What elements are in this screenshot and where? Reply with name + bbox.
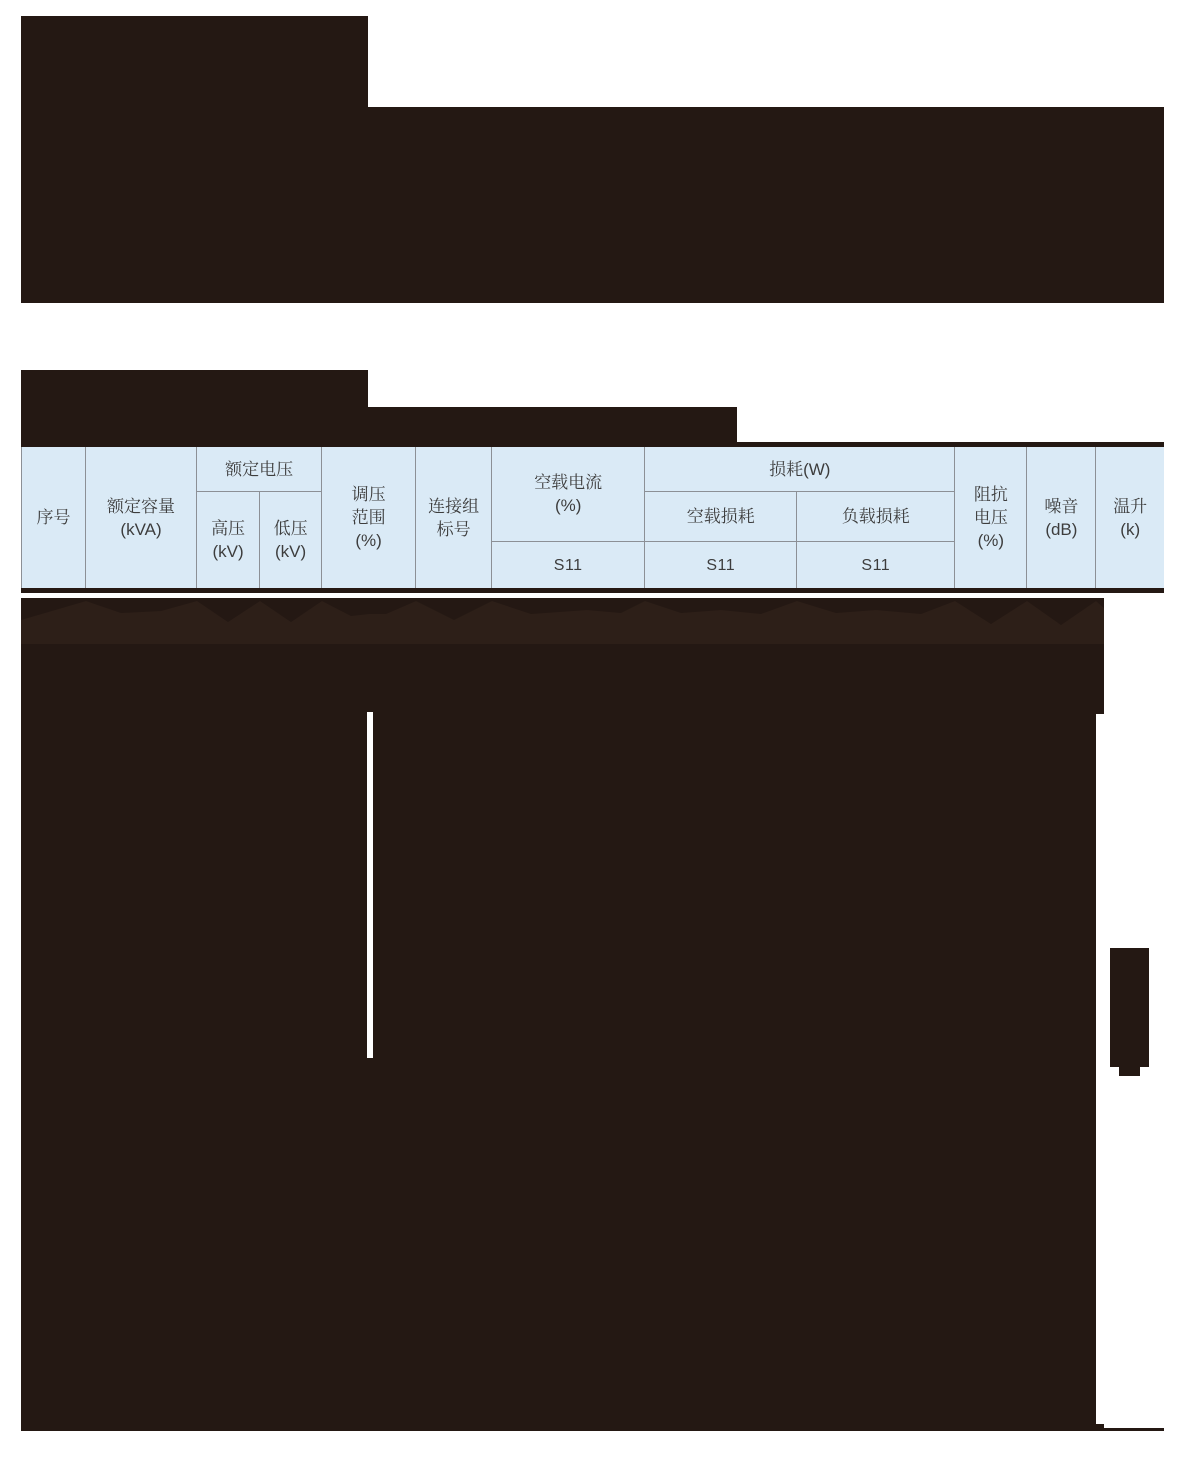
column-divider-gap bbox=[367, 712, 373, 1058]
redacted-section-subtitle bbox=[368, 407, 737, 444]
col-impedance-header: 阻抗 电压 (%) bbox=[955, 445, 1027, 591]
col-tap-range-header: 调压 范围 (%) bbox=[322, 445, 416, 591]
col-loss-group-header: 损耗(W) bbox=[645, 445, 955, 492]
cell-s11-noload-current: S11 bbox=[492, 542, 645, 591]
redacted-mark-right-foot bbox=[1119, 1067, 1140, 1076]
redacted-table-body-main bbox=[21, 714, 1096, 1431]
col-lv-header: 低压 (kV) bbox=[260, 492, 322, 591]
redacted-table-body-upper bbox=[21, 598, 1104, 714]
cell-s11-load-loss: S11 bbox=[797, 542, 955, 591]
col-hv-header: 高压 (kV) bbox=[197, 492, 260, 591]
spec-table bbox=[21, 442, 1164, 593]
bottom-rule-line bbox=[1104, 1428, 1164, 1431]
col-noise-header: 噪音 (dB) bbox=[1027, 445, 1096, 591]
col-load-loss-header: 负载损耗 bbox=[797, 492, 955, 542]
redacted-block-top-wide bbox=[21, 107, 1164, 303]
torn-edge-pattern bbox=[21, 598, 1104, 644]
col-rated-voltage-group-header: 额定电压 bbox=[197, 445, 322, 492]
col-seq-label: 序号 bbox=[36, 508, 71, 527]
col-seq-header bbox=[22, 445, 86, 591]
redacted-section-title bbox=[21, 370, 368, 444]
redacted-mark-right bbox=[1110, 948, 1149, 1067]
col-noload-current-header: 空载电流 (%) bbox=[492, 445, 645, 542]
col-vector-group-header: 连接组 标号 bbox=[416, 445, 492, 591]
cell-s11-noload-loss: S11 bbox=[645, 542, 797, 591]
col-capacity-header: 额定容量 (kVA) bbox=[86, 445, 197, 591]
col-noload-loss-header: 空载损耗 bbox=[645, 492, 797, 542]
redacted-block-top-left bbox=[21, 16, 368, 107]
redacted-bottom-step bbox=[1096, 1424, 1104, 1431]
col-temp-rise-header: 温升 (k) bbox=[1096, 445, 1164, 591]
